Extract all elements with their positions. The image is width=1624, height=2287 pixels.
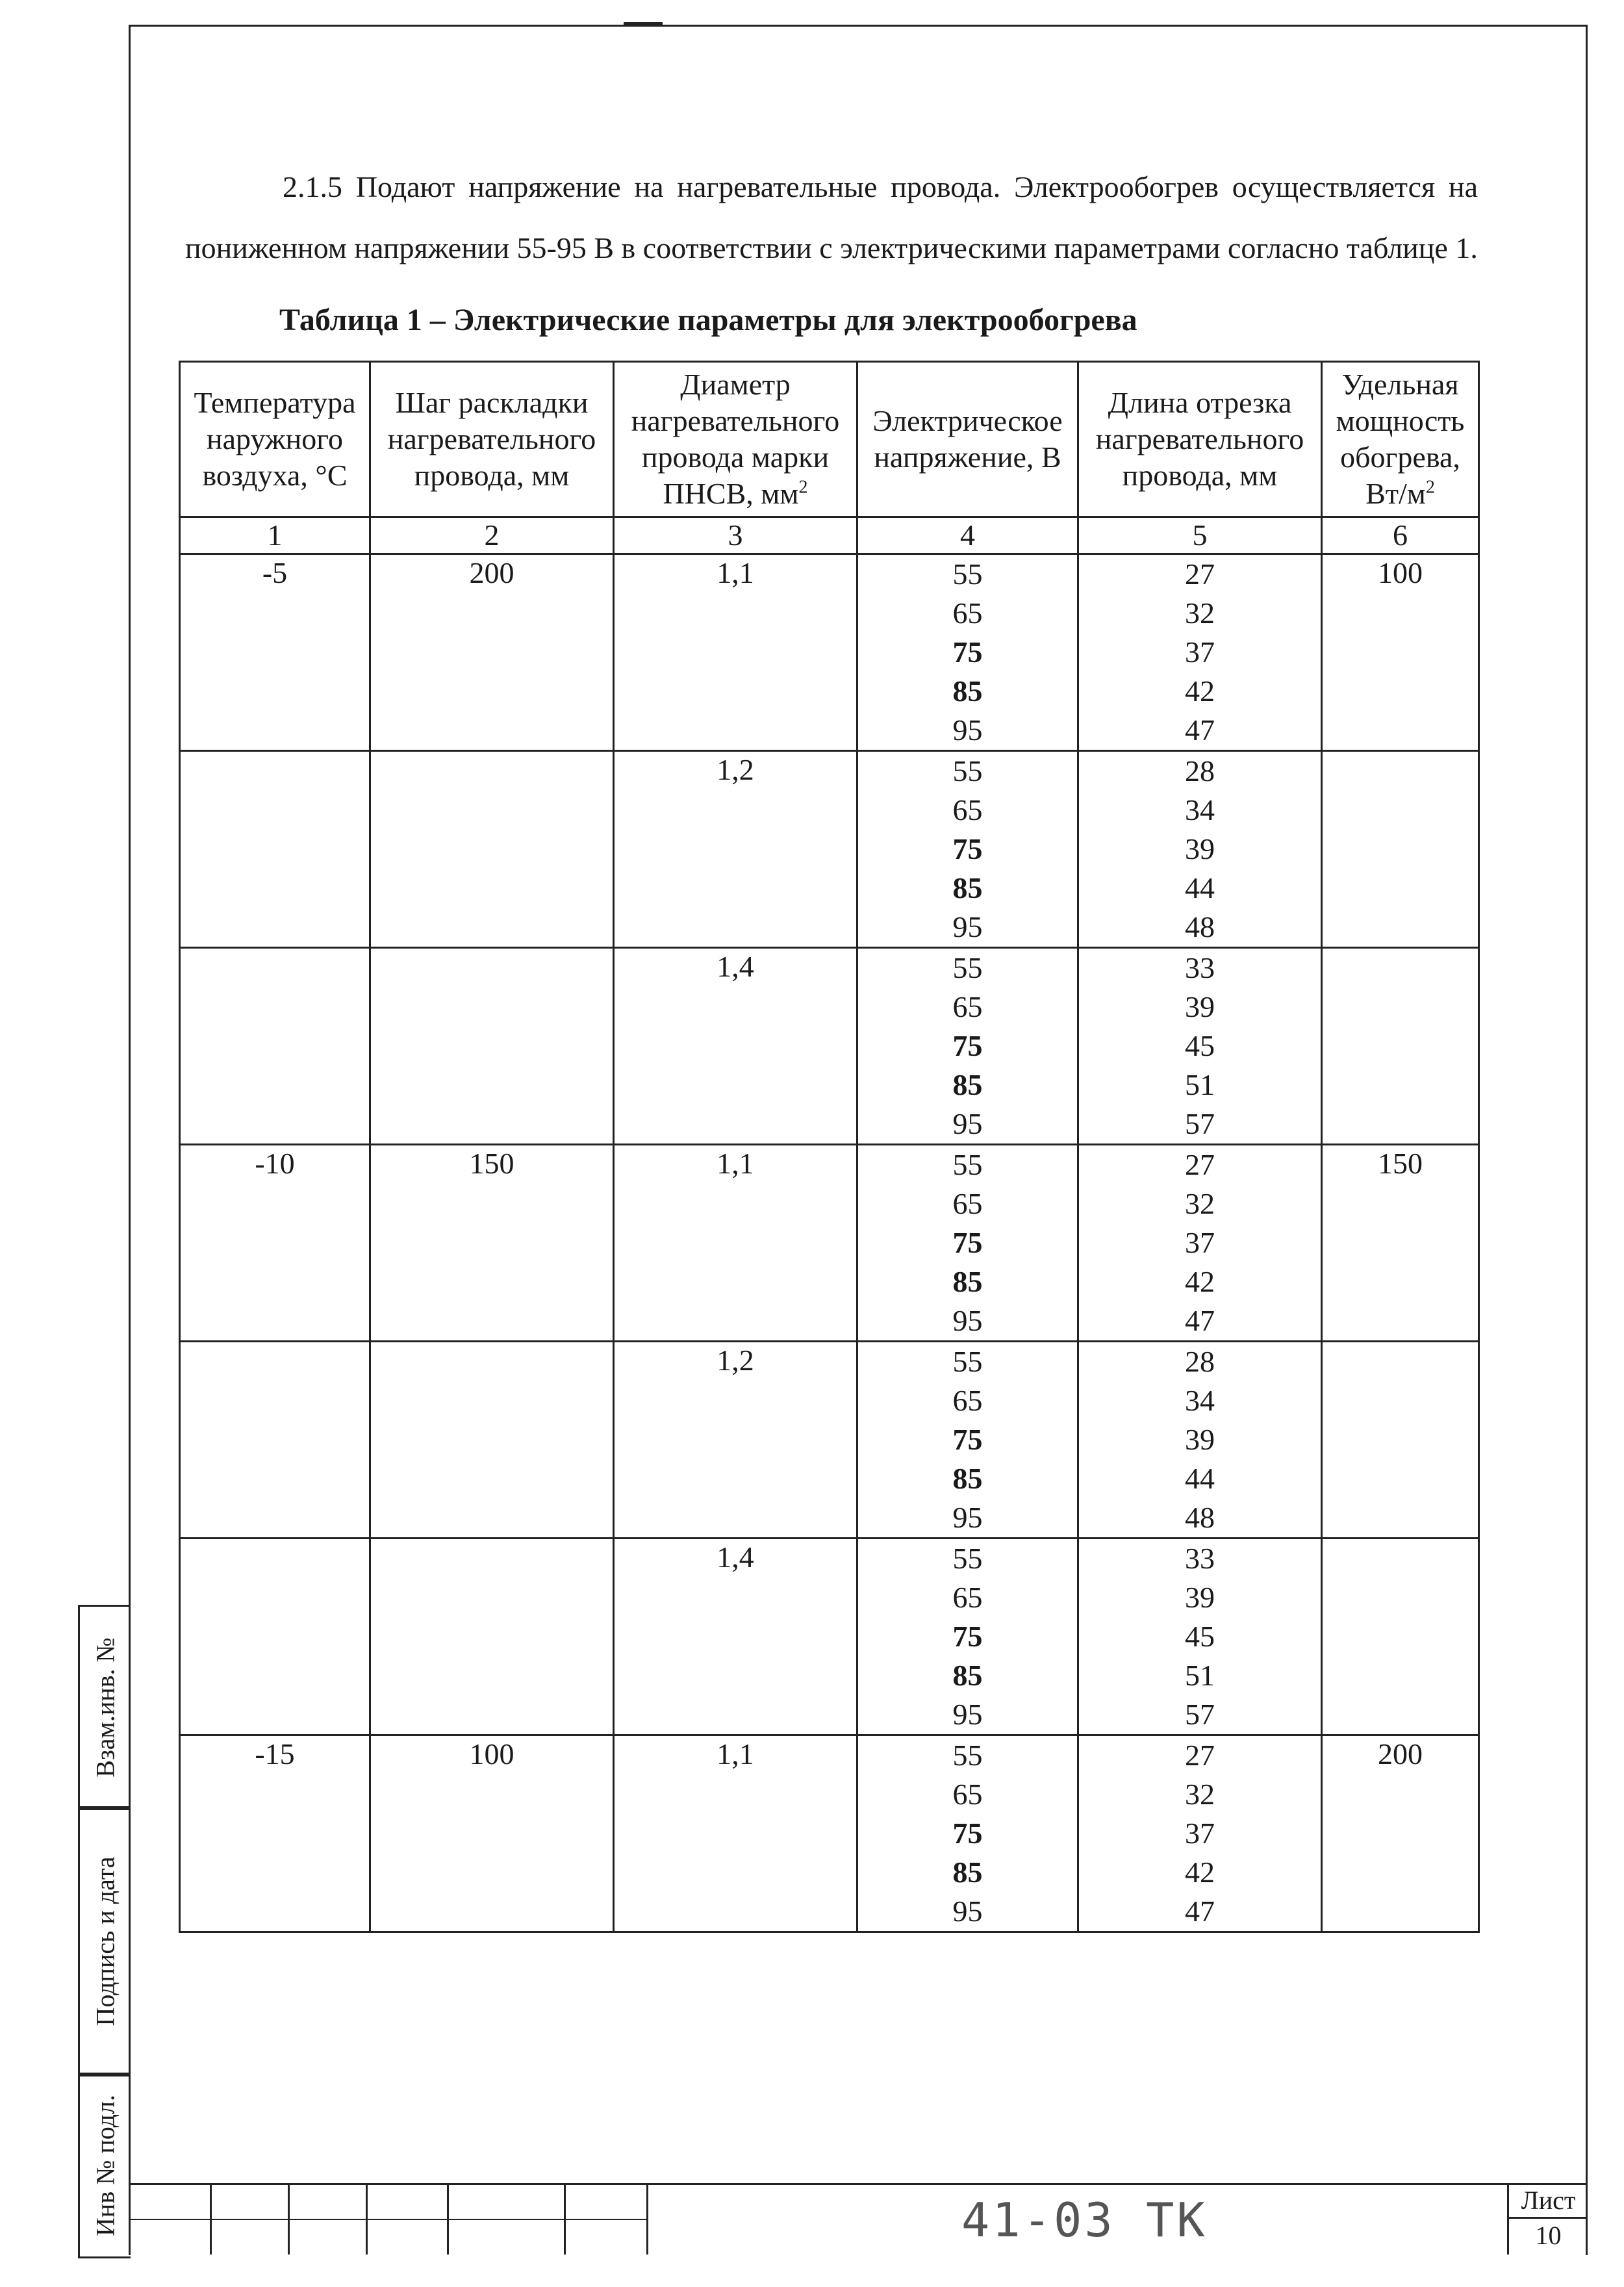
voltage-cell: [857, 1342, 1078, 1539]
step-cell: [370, 1539, 614, 1735]
voltage-cell-value: 95: [952, 1501, 983, 1534]
power-cell: [1322, 751, 1479, 948]
header-text: Диаметр нагревательного провода марки ПНСВ, мм: [631, 368, 840, 510]
diameter-cell: 1,4: [614, 1539, 857, 1735]
length-cell-value: 51: [1185, 1659, 1215, 1692]
length-cell-value: 48: [1185, 1501, 1215, 1534]
length-cell-value: 37: [1185, 1817, 1215, 1850]
header-cell-2: [370, 362, 614, 517]
length-cell: [1078, 1539, 1322, 1735]
power-cell: [1322, 948, 1479, 1145]
voltage-cell-value: 85: [952, 871, 983, 904]
length-cell-value: 44: [1185, 1462, 1215, 1495]
table-row: [180, 1145, 1479, 1342]
column-number-cell: 3: [614, 517, 857, 554]
stamp-label-replacement: Взам.инв. №: [90, 1637, 120, 1778]
table-row: [180, 1735, 1479, 1932]
sheet-box: [1507, 2183, 1588, 2255]
sheet-label: Лист: [1509, 2183, 1588, 2219]
temperature-cell: -15: [180, 1735, 370, 1932]
voltage-cell-value: 85: [952, 1856, 983, 1889]
diameter-cell: 1,1: [614, 554, 857, 751]
table-header-row: [180, 362, 1479, 517]
voltage-cell-value: 85: [952, 1068, 983, 1101]
voltage-cell-value: 65: [952, 1384, 983, 1417]
voltage-cell-value: 65: [952, 793, 983, 826]
voltage-cell-value: 75: [952, 635, 983, 669]
step-cell: 200: [370, 554, 614, 751]
temperature-cell: [180, 948, 370, 1145]
stamp-label-signature: Подпись и дата: [90, 1856, 120, 2026]
length-cell-value: 47: [1185, 1304, 1215, 1337]
header-superscript: 2: [798, 477, 808, 498]
voltage-cell-value: 75: [952, 1423, 983, 1456]
voltage-cell-value: 95: [952, 1304, 983, 1337]
voltage-cell-value: 75: [952, 1620, 983, 1653]
column-number-cell: 5: [1078, 517, 1322, 554]
length-cell-value: 34: [1185, 793, 1215, 826]
diameter-cell: 1,1: [614, 1735, 857, 1932]
diameter-cell: 1,2: [614, 1342, 857, 1539]
length-cell-value: 42: [1185, 674, 1215, 708]
length-cell: [1078, 1735, 1322, 1932]
header-superscript: 2: [1425, 477, 1435, 498]
length-cell: [1078, 1145, 1322, 1342]
voltage-cell-value: 75: [952, 1817, 983, 1850]
length-cell-value: 32: [1185, 1778, 1215, 1811]
length-cell-value: 45: [1185, 1620, 1215, 1653]
step-cell: [370, 1342, 614, 1539]
length-cell: [1078, 1342, 1322, 1539]
voltage-cell: [857, 751, 1078, 948]
header-text: Шаг раскладки нагревательного провода, мм: [387, 386, 596, 492]
length-cell-value: 47: [1185, 1895, 1215, 1928]
length-cell-value: 42: [1185, 1856, 1215, 1889]
voltage-cell-value: 65: [952, 990, 983, 1023]
stamp-box-inventory: [78, 2073, 131, 2258]
tb-divider: [129, 2219, 648, 2220]
length-cell-value: 27: [1185, 1739, 1215, 1772]
voltage-cell: [857, 1735, 1078, 1932]
voltage-cell: [857, 1539, 1078, 1735]
step-cell: 150: [370, 1145, 614, 1342]
header-cell-5: [1078, 362, 1322, 517]
voltage-cell-value: 85: [952, 1265, 983, 1298]
length-cell-value: 27: [1185, 1148, 1215, 1181]
voltage-cell-value: 55: [952, 1739, 983, 1772]
length-cell-value: 32: [1185, 1187, 1215, 1220]
length-cell-value: 32: [1185, 596, 1215, 630]
header-text: Температура наружного воздуха, °С: [194, 386, 356, 492]
length-cell-value: 39: [1185, 1423, 1215, 1456]
power-cell: 100: [1322, 554, 1479, 751]
temperature-cell: [180, 1539, 370, 1735]
step-cell: [370, 751, 614, 948]
voltage-cell-value: 55: [952, 557, 983, 591]
voltage-cell-value: 75: [952, 1226, 983, 1259]
voltage-cell-value: 75: [952, 832, 983, 865]
voltage-cell-value: 85: [952, 1462, 983, 1495]
column-number-cell: 4: [857, 517, 1078, 554]
table-row: [180, 948, 1479, 1145]
header-cell-4: [857, 362, 1078, 517]
length-cell-value: 39: [1185, 1581, 1215, 1614]
length-cell-value: 48: [1185, 910, 1215, 943]
header-text: Длина отрезка нагревательного провода, мм: [1095, 386, 1304, 492]
header-cell-6: [1322, 362, 1479, 517]
length-cell-value: 34: [1185, 1384, 1215, 1417]
table-row: [180, 554, 1479, 751]
length-cell-value: 47: [1185, 713, 1215, 747]
table-row: [180, 1539, 1479, 1735]
voltage-cell: [857, 948, 1078, 1145]
length-cell-value: 39: [1185, 832, 1215, 865]
temperature-cell: [180, 751, 370, 948]
length-cell-value: 45: [1185, 1029, 1215, 1062]
length-cell-value: 51: [1185, 1068, 1215, 1101]
step-cell: 100: [370, 1735, 614, 1932]
length-cell-value: 37: [1185, 635, 1215, 669]
temperature-cell: [180, 1342, 370, 1539]
length-cell-value: 27: [1185, 557, 1215, 591]
power-cell: 200: [1322, 1735, 1479, 1932]
column-number-cell: 6: [1322, 517, 1479, 554]
voltage-cell: [857, 554, 1078, 751]
length-cell-value: 42: [1185, 1265, 1215, 1298]
stamp-label-inventory: Инв № подл.: [90, 2095, 120, 2236]
column-numbers-row: [180, 517, 1479, 554]
voltage-cell-value: 95: [952, 713, 983, 747]
table-caption: Таблица 1 – Электрические параметры для электрообогрева: [279, 303, 1137, 337]
temperature-cell: -5: [180, 554, 370, 751]
length-cell-value: 28: [1185, 1345, 1215, 1378]
header-text: Электрическое напряжение, В: [872, 404, 1063, 474]
voltage-cell-value: 55: [952, 1345, 983, 1378]
voltage-cell-value: 55: [952, 1542, 983, 1575]
length-cell-value: 37: [1185, 1226, 1215, 1259]
paragraph-2-1-5: [185, 157, 1478, 279]
voltage-cell-value: 55: [952, 1148, 983, 1181]
voltage-cell-value: 95: [952, 1698, 983, 1731]
table-row: [180, 1342, 1479, 1539]
power-cell: [1322, 1539, 1479, 1735]
voltage-cell-value: 85: [952, 674, 983, 708]
voltage-cell-value: 95: [952, 1895, 983, 1928]
diameter-cell: 1,1: [614, 1145, 857, 1342]
sheet-number: 10: [1535, 2221, 1562, 2250]
power-cell: 150: [1322, 1145, 1479, 1342]
stamp-box-signature: [78, 1806, 131, 2076]
voltage-cell-value: 65: [952, 1778, 983, 1811]
length-cell: [1078, 948, 1322, 1145]
column-number-cell: 1: [180, 517, 370, 554]
paragraph-text: 2.1.5 Подают напряжение на нагревательные провода. Электрообогрев осуществляется на пониженном напряжении 55-95 В в соответствии с электрическими параметрами согласно таблице 1.: [185, 170, 1478, 264]
header-cell-1: [180, 362, 370, 517]
column-number-cell: 2: [370, 517, 614, 554]
header-text: Удельная мощность обогрева, Вт/м: [1336, 368, 1465, 510]
diameter-cell: 1,4: [614, 948, 857, 1145]
length-cell-value: 33: [1185, 951, 1215, 984]
voltage-cell: [857, 1145, 1078, 1342]
electric-params-table: [179, 361, 1480, 1933]
length-cell: [1078, 554, 1322, 751]
length-cell-value: 57: [1185, 1107, 1215, 1140]
diameter-cell: 1,2: [614, 751, 857, 948]
document-code: 41-03 ТК: [961, 2193, 1208, 2247]
temperature-cell: -10: [180, 1145, 370, 1342]
voltage-cell-value: 55: [952, 951, 983, 984]
voltage-cell-value: 65: [952, 596, 983, 630]
voltage-cell-value: 95: [952, 1107, 983, 1140]
voltage-cell-value: 95: [952, 910, 983, 943]
voltage-cell-value: 65: [952, 1581, 983, 1614]
table-row: [180, 751, 1479, 948]
voltage-cell-value: 85: [952, 1659, 983, 1692]
header-cell-3: [614, 362, 857, 517]
power-cell: [1322, 1342, 1479, 1539]
voltage-cell-value: 65: [952, 1187, 983, 1220]
voltage-cell-value: 55: [952, 754, 983, 787]
step-cell: [370, 948, 614, 1145]
length-cell-value: 57: [1185, 1698, 1215, 1731]
length-cell: [1078, 751, 1322, 948]
voltage-cell-value: 75: [952, 1029, 983, 1062]
length-cell-value: 44: [1185, 871, 1215, 904]
length-cell-value: 28: [1185, 754, 1215, 787]
stamp-box-replacement: [78, 1605, 131, 1810]
length-cell-value: 33: [1185, 1542, 1215, 1575]
side-stamp: [49, 1605, 130, 2255]
title-block-grid: [129, 2183, 648, 2255]
length-cell-value: 39: [1185, 990, 1215, 1023]
